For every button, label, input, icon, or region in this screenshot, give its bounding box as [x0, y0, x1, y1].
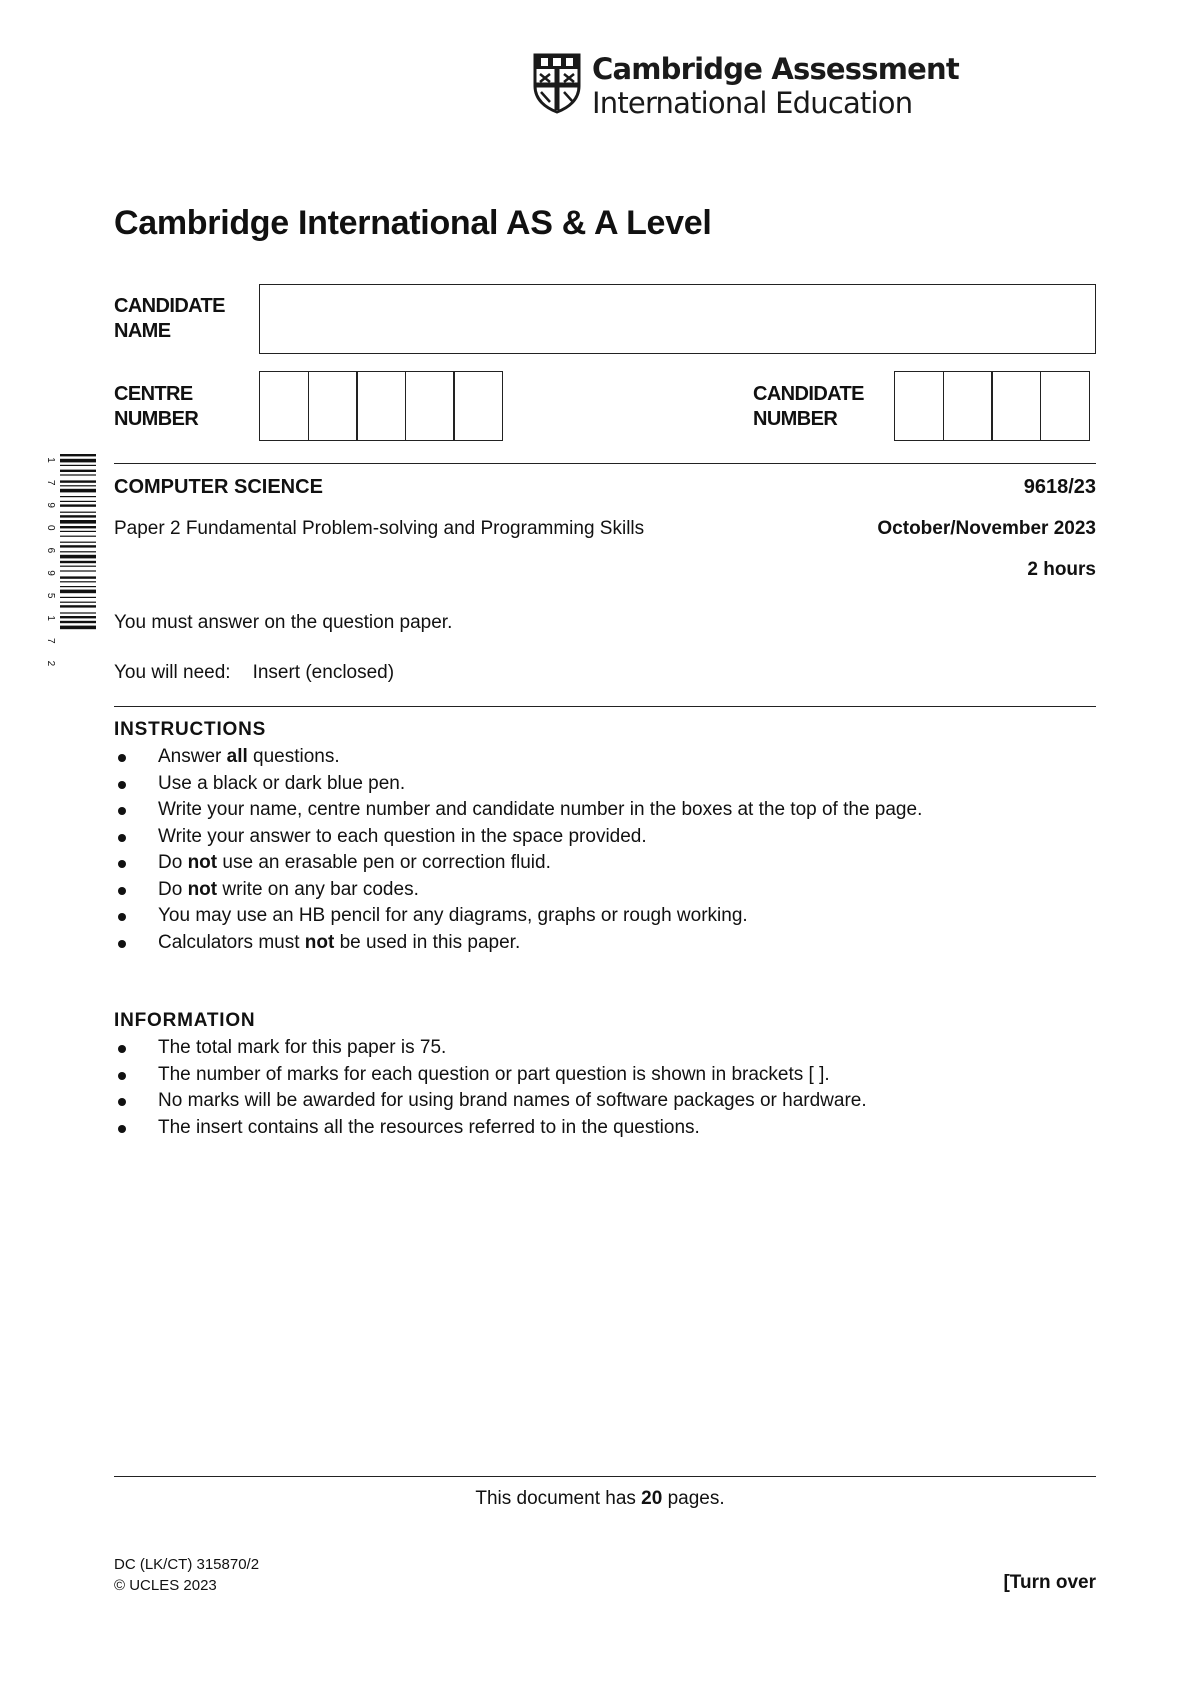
barcode-bar — [60, 465, 96, 466]
barcode-bar — [60, 474, 96, 475]
barcode-bar — [60, 485, 96, 486]
candidate-name-label — [114, 294, 225, 344]
barcode-image — [40, 452, 98, 682]
logo-text — [592, 52, 959, 120]
page-count-note: This document has 20 pages. — [475, 1488, 725, 1509]
barcode-bar — [60, 602, 96, 603]
barcode-bar — [60, 570, 96, 571]
divider — [114, 706, 1096, 707]
exam-session: October/November 2023 — [877, 518, 1096, 539]
candidate-number-cell[interactable] — [991, 371, 1041, 441]
bullet-icon — [118, 887, 126, 895]
barcode-bar — [60, 626, 96, 630]
barcode-bar — [60, 531, 96, 532]
bullet-icon — [118, 834, 126, 842]
bullet-icon — [118, 1125, 126, 1133]
centre-number-cell[interactable] — [453, 371, 503, 441]
bullet-icon — [118, 1072, 126, 1080]
list-item: Calculators must not be used in this paper. — [114, 930, 922, 957]
list-item: The total mark for this paper is 75. — [114, 1035, 867, 1062]
bullet-icon — [118, 860, 126, 868]
page-count: 20 — [641, 1488, 663, 1509]
barcode-bar — [60, 536, 96, 537]
candidate-name-label-line-1: CANDIDATE — [114, 295, 225, 317]
list-item: Use a black or dark blue pen. — [114, 771, 922, 798]
subject-title: COMPUTER SCIENCE — [114, 476, 323, 498]
candidate-number-label-line-1: CANDIDATE — [753, 383, 864, 405]
barcode-digit: 6 — [45, 547, 56, 554]
list-item: The insert contains all the resources referred to in the questions. — [114, 1115, 867, 1142]
candidate-number-label — [753, 382, 864, 432]
cambridge-crest-icon — [532, 52, 582, 114]
barcode-bar — [60, 501, 96, 502]
information-list — [114, 1035, 867, 1141]
centre-number-cell[interactable] — [308, 371, 358, 441]
logo-line-1: Cambridge Assessment — [592, 52, 959, 86]
list-item: The number of marks for each question or part question is shown in brackets [ ]. — [114, 1062, 867, 1089]
barcode-bar — [60, 612, 96, 613]
barcode-bar — [60, 581, 96, 582]
instructions-heading: INSTRUCTIONS — [114, 719, 267, 740]
barcode-digit: 7 — [45, 479, 56, 486]
list-item: No marks will be awarded for using brand names of software packages or hardware. — [114, 1088, 867, 1115]
barcode-bar — [60, 470, 96, 472]
barcode-bar — [60, 551, 96, 552]
centre-number-label — [114, 382, 198, 432]
qualification-title: Cambridge International AS & A Level — [114, 204, 712, 242]
bullet-icon — [118, 781, 126, 789]
barcode-bar — [60, 545, 96, 547]
list-item: Write your answer to each question in the space provided. — [114, 824, 922, 851]
barcode-bar — [60, 555, 96, 559]
candidate-number-cell[interactable] — [894, 371, 944, 441]
paper-title: Paper 2 Fundamental Problem-solving and Programming Skills — [114, 518, 645, 539]
barcode-bar — [60, 515, 96, 517]
barcode-bar — [60, 576, 96, 578]
bullet-icon — [118, 913, 126, 921]
barcode-bar — [60, 597, 96, 598]
centre-number-label-line-2: NUMBER — [114, 408, 199, 430]
barcode-bar — [60, 512, 96, 513]
barcode-digit: 9 — [45, 502, 56, 508]
barcode-bar — [60, 586, 96, 587]
centre-number-cell[interactable] — [356, 371, 406, 441]
logo-line-2: International Education — [592, 86, 913, 120]
candidate-name-input[interactable] — [259, 284, 1096, 354]
list-item: You may use an HB pencil for any diagrams, graphs or rough working. — [114, 903, 922, 930]
barcode-digit: 2 — [45, 660, 56, 667]
document-reference: DC (LK/CT) 315870/2 — [114, 1556, 260, 1573]
barcode-bar — [60, 605, 96, 607]
list-item: Do not use an erasable pen or correction fluid. — [114, 850, 922, 877]
barcode-bar — [60, 542, 96, 543]
instructions-list — [114, 744, 922, 956]
barcode-digit: 1 — [45, 615, 56, 621]
list-item: Write your name, centre number and candidate number in the boxes at the top of the page. — [114, 797, 922, 824]
bullet-icon — [118, 807, 126, 815]
paper-code: 9618/23 — [1023, 476, 1096, 498]
barcode-bar — [60, 526, 96, 528]
answer-note: You must answer on the question paper. — [114, 612, 453, 633]
candidate-number-label-line-2: NUMBER — [753, 408, 838, 430]
barcode-digit: 7 — [45, 638, 56, 644]
barcode-digit: 0 — [45, 525, 56, 531]
list-item: Do not write on any bar codes. — [114, 877, 922, 904]
barcode-bar — [60, 566, 96, 567]
barcode-bar — [60, 489, 96, 493]
materials-value: Insert (enclosed) — [252, 662, 395, 683]
list-item: Answer all questions. — [114, 744, 922, 771]
candidate-number-cell[interactable] — [1040, 371, 1090, 441]
centre-number-cell[interactable] — [405, 371, 455, 441]
barcode-bar — [60, 621, 96, 623]
divider — [114, 463, 1096, 464]
exam-duration: 2 hours — [1027, 559, 1096, 580]
barcode-bar — [60, 454, 96, 456]
barcode-digit: 9 — [45, 570, 56, 576]
bullet-icon — [118, 940, 126, 948]
copyright-notice: © UCLES 2023 — [114, 1577, 217, 1594]
information-heading: INFORMATION — [114, 1010, 256, 1031]
barcode-bar — [60, 480, 96, 482]
barcode-bar — [60, 616, 96, 618]
cambridge-logo — [532, 52, 959, 120]
barcode-digit: 5 — [45, 592, 56, 599]
bullet-icon — [118, 1098, 126, 1106]
bullet-icon — [118, 754, 126, 762]
divider — [114, 1476, 1096, 1477]
materials-note — [114, 662, 394, 684]
barcode-digit: 1 — [45, 457, 56, 463]
barcode-bar — [60, 496, 96, 497]
materials-label: You will need: — [114, 662, 231, 683]
barcode-bar — [60, 590, 96, 594]
barcode-bar — [60, 504, 96, 506]
bullet-icon — [118, 1045, 126, 1053]
candidate-name-label-line-2: NAME — [114, 320, 171, 342]
barcode-bar — [60, 459, 96, 463]
candidate-number-boxes — [894, 371, 1090, 441]
centre-number-label-line-1: CENTRE — [114, 383, 193, 405]
centre-number-cell[interactable] — [259, 371, 309, 441]
barcode-bar — [60, 561, 96, 563]
turn-over-note: [Turn over — [1003, 1572, 1096, 1593]
candidate-number-cell[interactable] — [943, 371, 993, 441]
centre-number-boxes — [259, 371, 503, 441]
barcode-bar — [60, 520, 96, 524]
